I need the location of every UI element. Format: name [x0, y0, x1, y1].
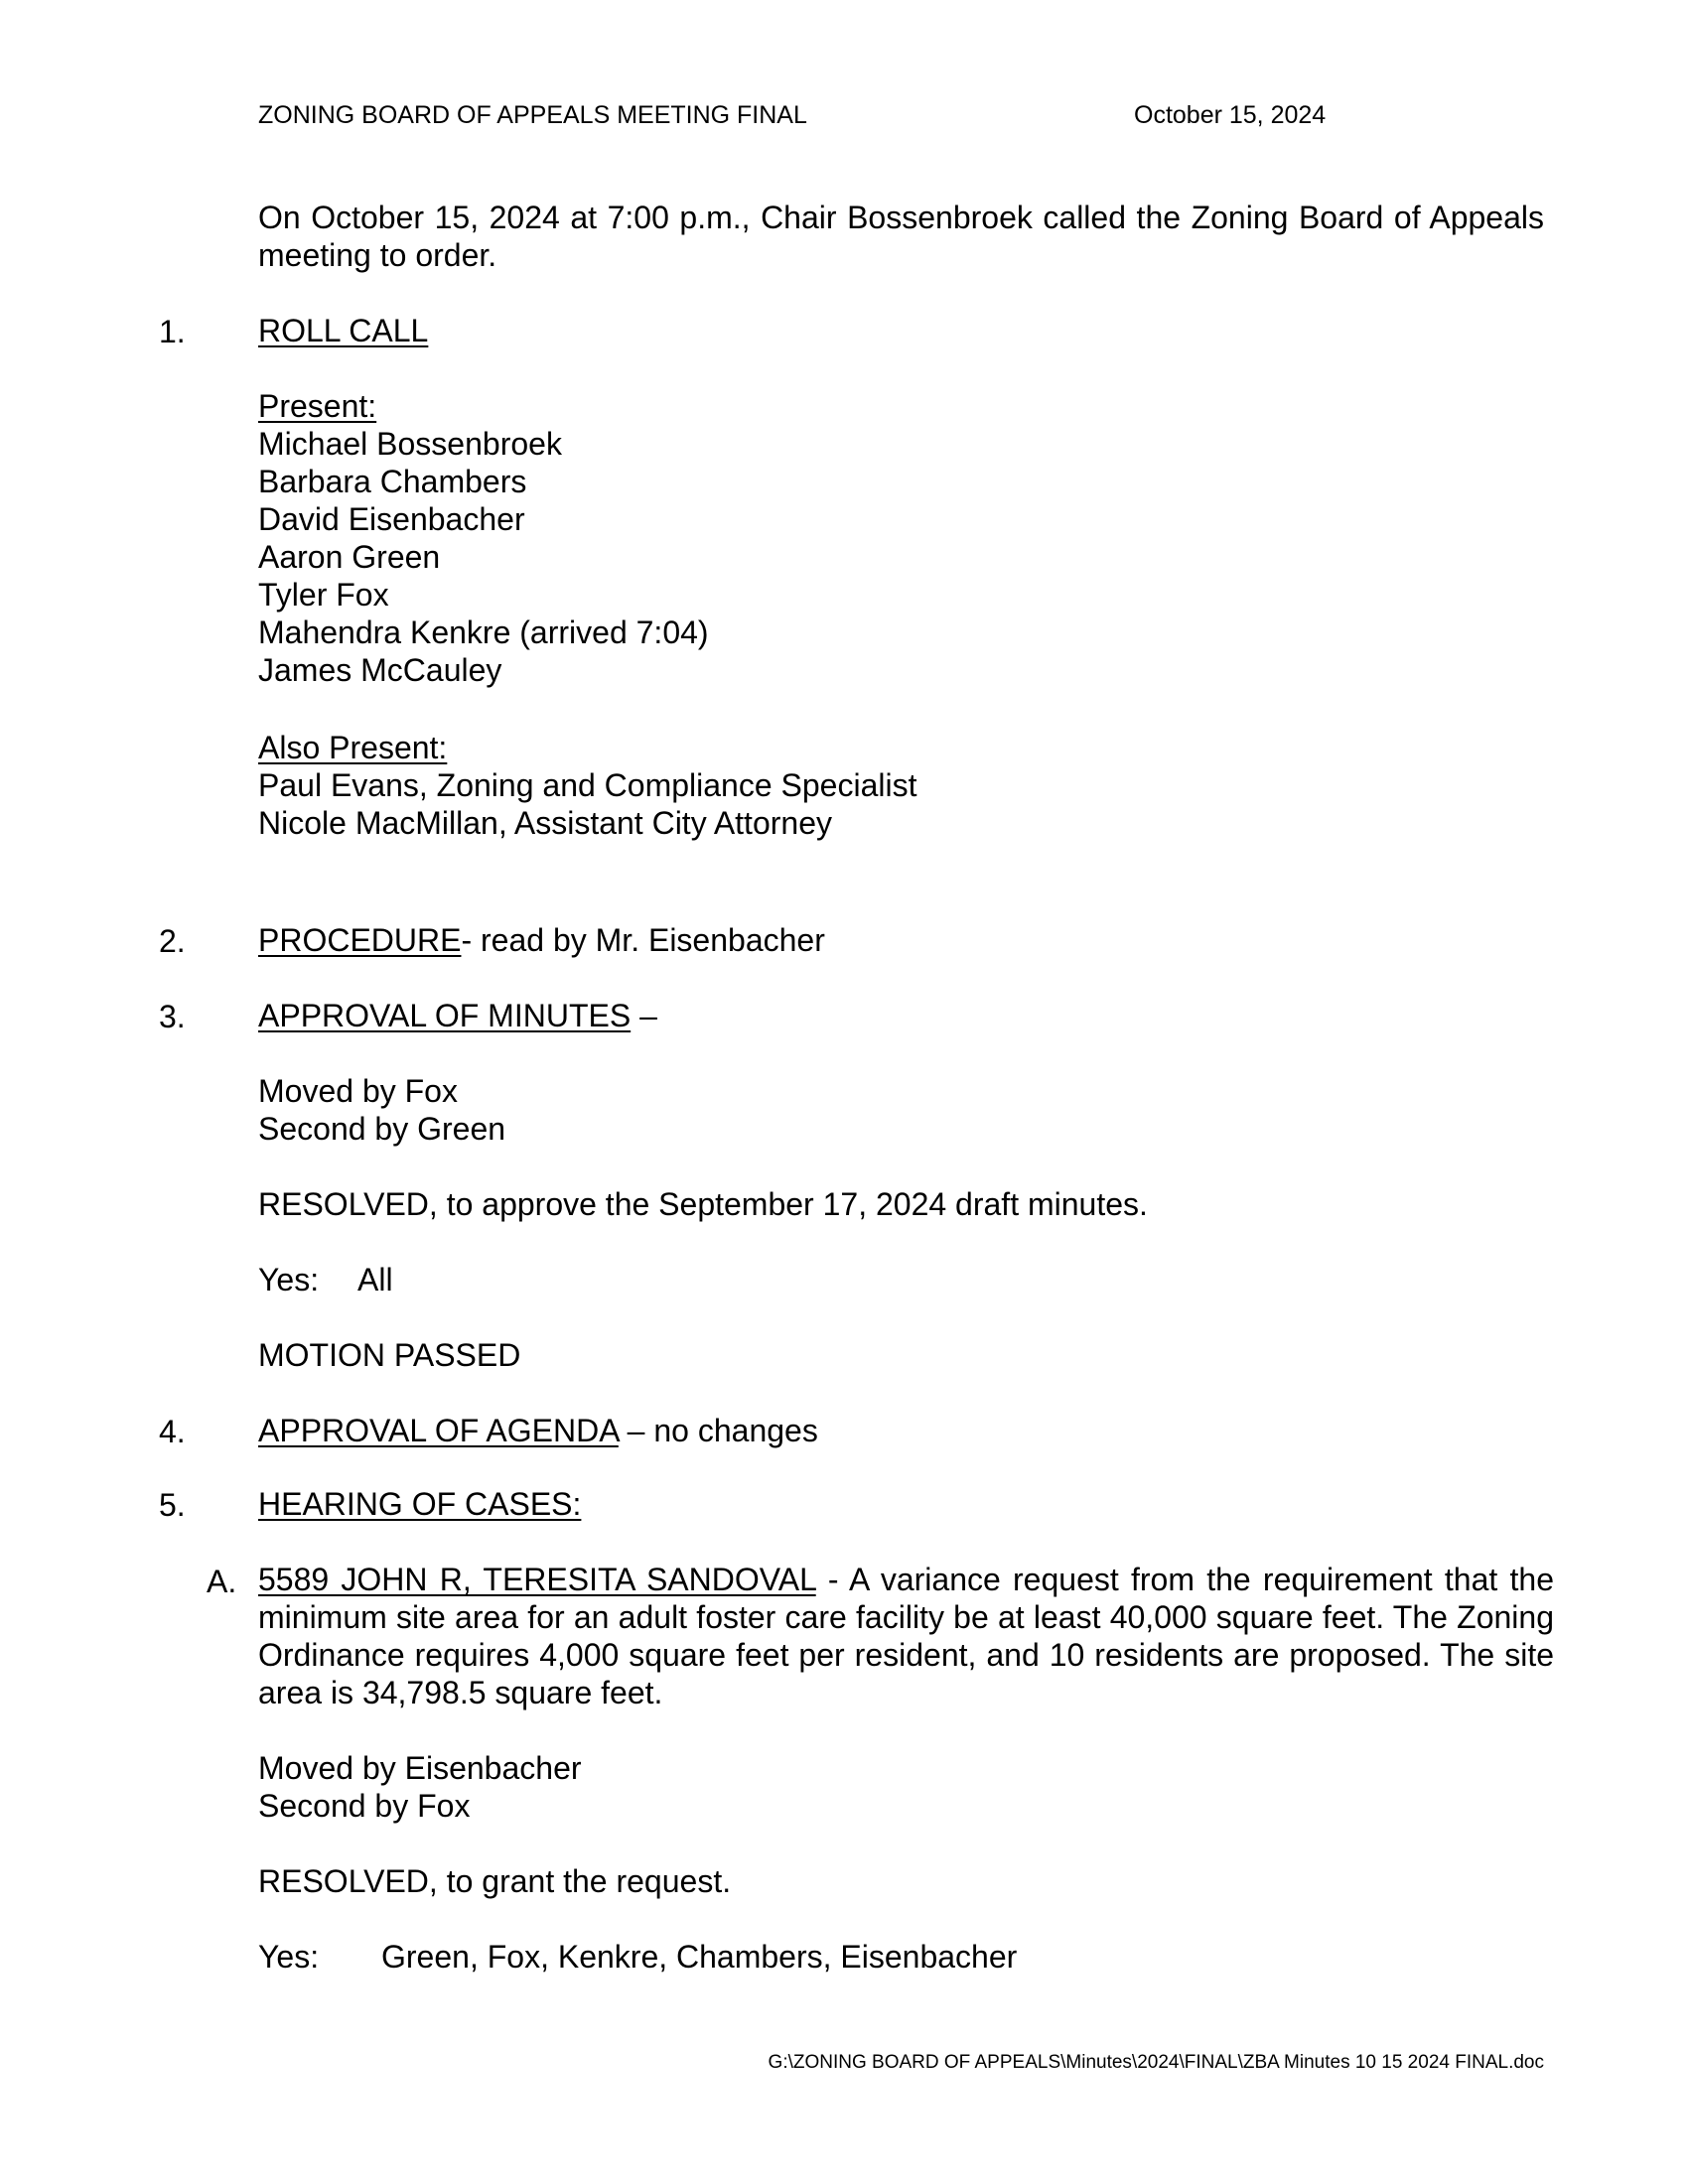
approval-agenda-text: – no changes [618, 1413, 818, 1448]
present-member: David Eisenbacher [258, 501, 525, 537]
section-number-5: 5. [159, 1487, 186, 1523]
header-date: October 15, 2024 [1134, 101, 1327, 129]
procedure-line [258, 921, 825, 959]
roll-call-heading: ROLL CALL [258, 313, 429, 348]
case-a-description: - A variance request from the requirement that the minimum site area for an adult foster care facility be at least 40,000 square feet. The Zoning Ordinance requires 4,000 square feet per resident, and 10 residents are proposed. The site area is 34,798.5 square feet. [258, 1562, 1555, 1710]
present-member: Tyler Fox [258, 577, 389, 613]
present-list [258, 387, 709, 689]
present-label: Present: [258, 388, 377, 424]
also-present-list [258, 729, 916, 842]
procedure-heading: PROCEDURE [258, 922, 462, 958]
also-present-label: Also Present: [258, 730, 448, 765]
also-present-member: Paul Evans, Zoning and Compliance Specialist [258, 767, 917, 803]
present-member: Michael Bossenbroek [258, 426, 562, 462]
minutes-motion [258, 1072, 505, 1148]
minutes-yes-label: Yes: [258, 1262, 320, 1297]
hearing-heading: HEARING OF CASES: [258, 1486, 582, 1522]
intro-paragraph: On October 15, 2024 at 7:00 p.m., Chair Bossenbroek called the Zoning Board of Appeals meeting to order. [258, 200, 1544, 273]
approval-minutes-heading: APPROVAL OF MINUTES [258, 998, 632, 1033]
present-member: Aaron Green [258, 539, 441, 575]
approval-agenda-line [258, 1412, 818, 1449]
section-number-2: 2. [159, 923, 186, 959]
section-number-4: 4. [159, 1414, 186, 1449]
approval-minutes-suffix: – [631, 998, 657, 1033]
present-member: Barbara Chambers [258, 464, 527, 499]
footer-file-path: G:\ZONING BOARD OF APPEALS\Minutes\2024\FINAL\ZBA Minutes 10 15 2024 FINAL.doc [768, 2052, 1544, 2073]
section-number-1: 1. [159, 314, 186, 349]
moved-by: Moved by Fox [258, 1073, 458, 1109]
case-a-paragraph [258, 1561, 1554, 1711]
minutes-resolved: RESOLVED, to approve the September 17, 2024 draft minutes. [258, 1186, 1148, 1222]
also-present-member: Nicole MacMillan, Assistant City Attorney [258, 805, 832, 841]
case-a-yes-value: Green, Fox, Kenkre, Chambers, Eisenbacher [381, 1939, 1018, 1975]
approval-minutes-line [258, 997, 657, 1034]
case-a-moved-by: Moved by Eisenbacher [258, 1750, 582, 1786]
case-a-yes-label: Yes: [258, 1939, 320, 1975]
case-a-resolved: RESOLVED, to grant the request. [258, 1863, 732, 1899]
minutes-result: MOTION PASSED [258, 1337, 521, 1373]
approval-agenda-heading: APPROVAL OF AGENDA [258, 1413, 619, 1448]
case-a-letter: A. [207, 1564, 237, 1599]
case-a-title: 5589 JOHN R, TERESITA SANDOVAL [258, 1562, 816, 1597]
present-member: James McCauley [258, 652, 502, 688]
section-number-3: 3. [159, 999, 186, 1034]
header-title: ZONING BOARD OF APPEALS MEETING FINAL [258, 101, 807, 129]
case-a-motion [258, 1749, 582, 1825]
present-member: Mahendra Kenkre (arrived 7:04) [258, 614, 709, 650]
case-a-second-by: Second by Fox [258, 1788, 471, 1824]
procedure-text: - read by Mr. Eisenbacher [461, 922, 825, 958]
minutes-yes-value: All [357, 1262, 393, 1297]
second-by: Second by Green [258, 1111, 506, 1147]
